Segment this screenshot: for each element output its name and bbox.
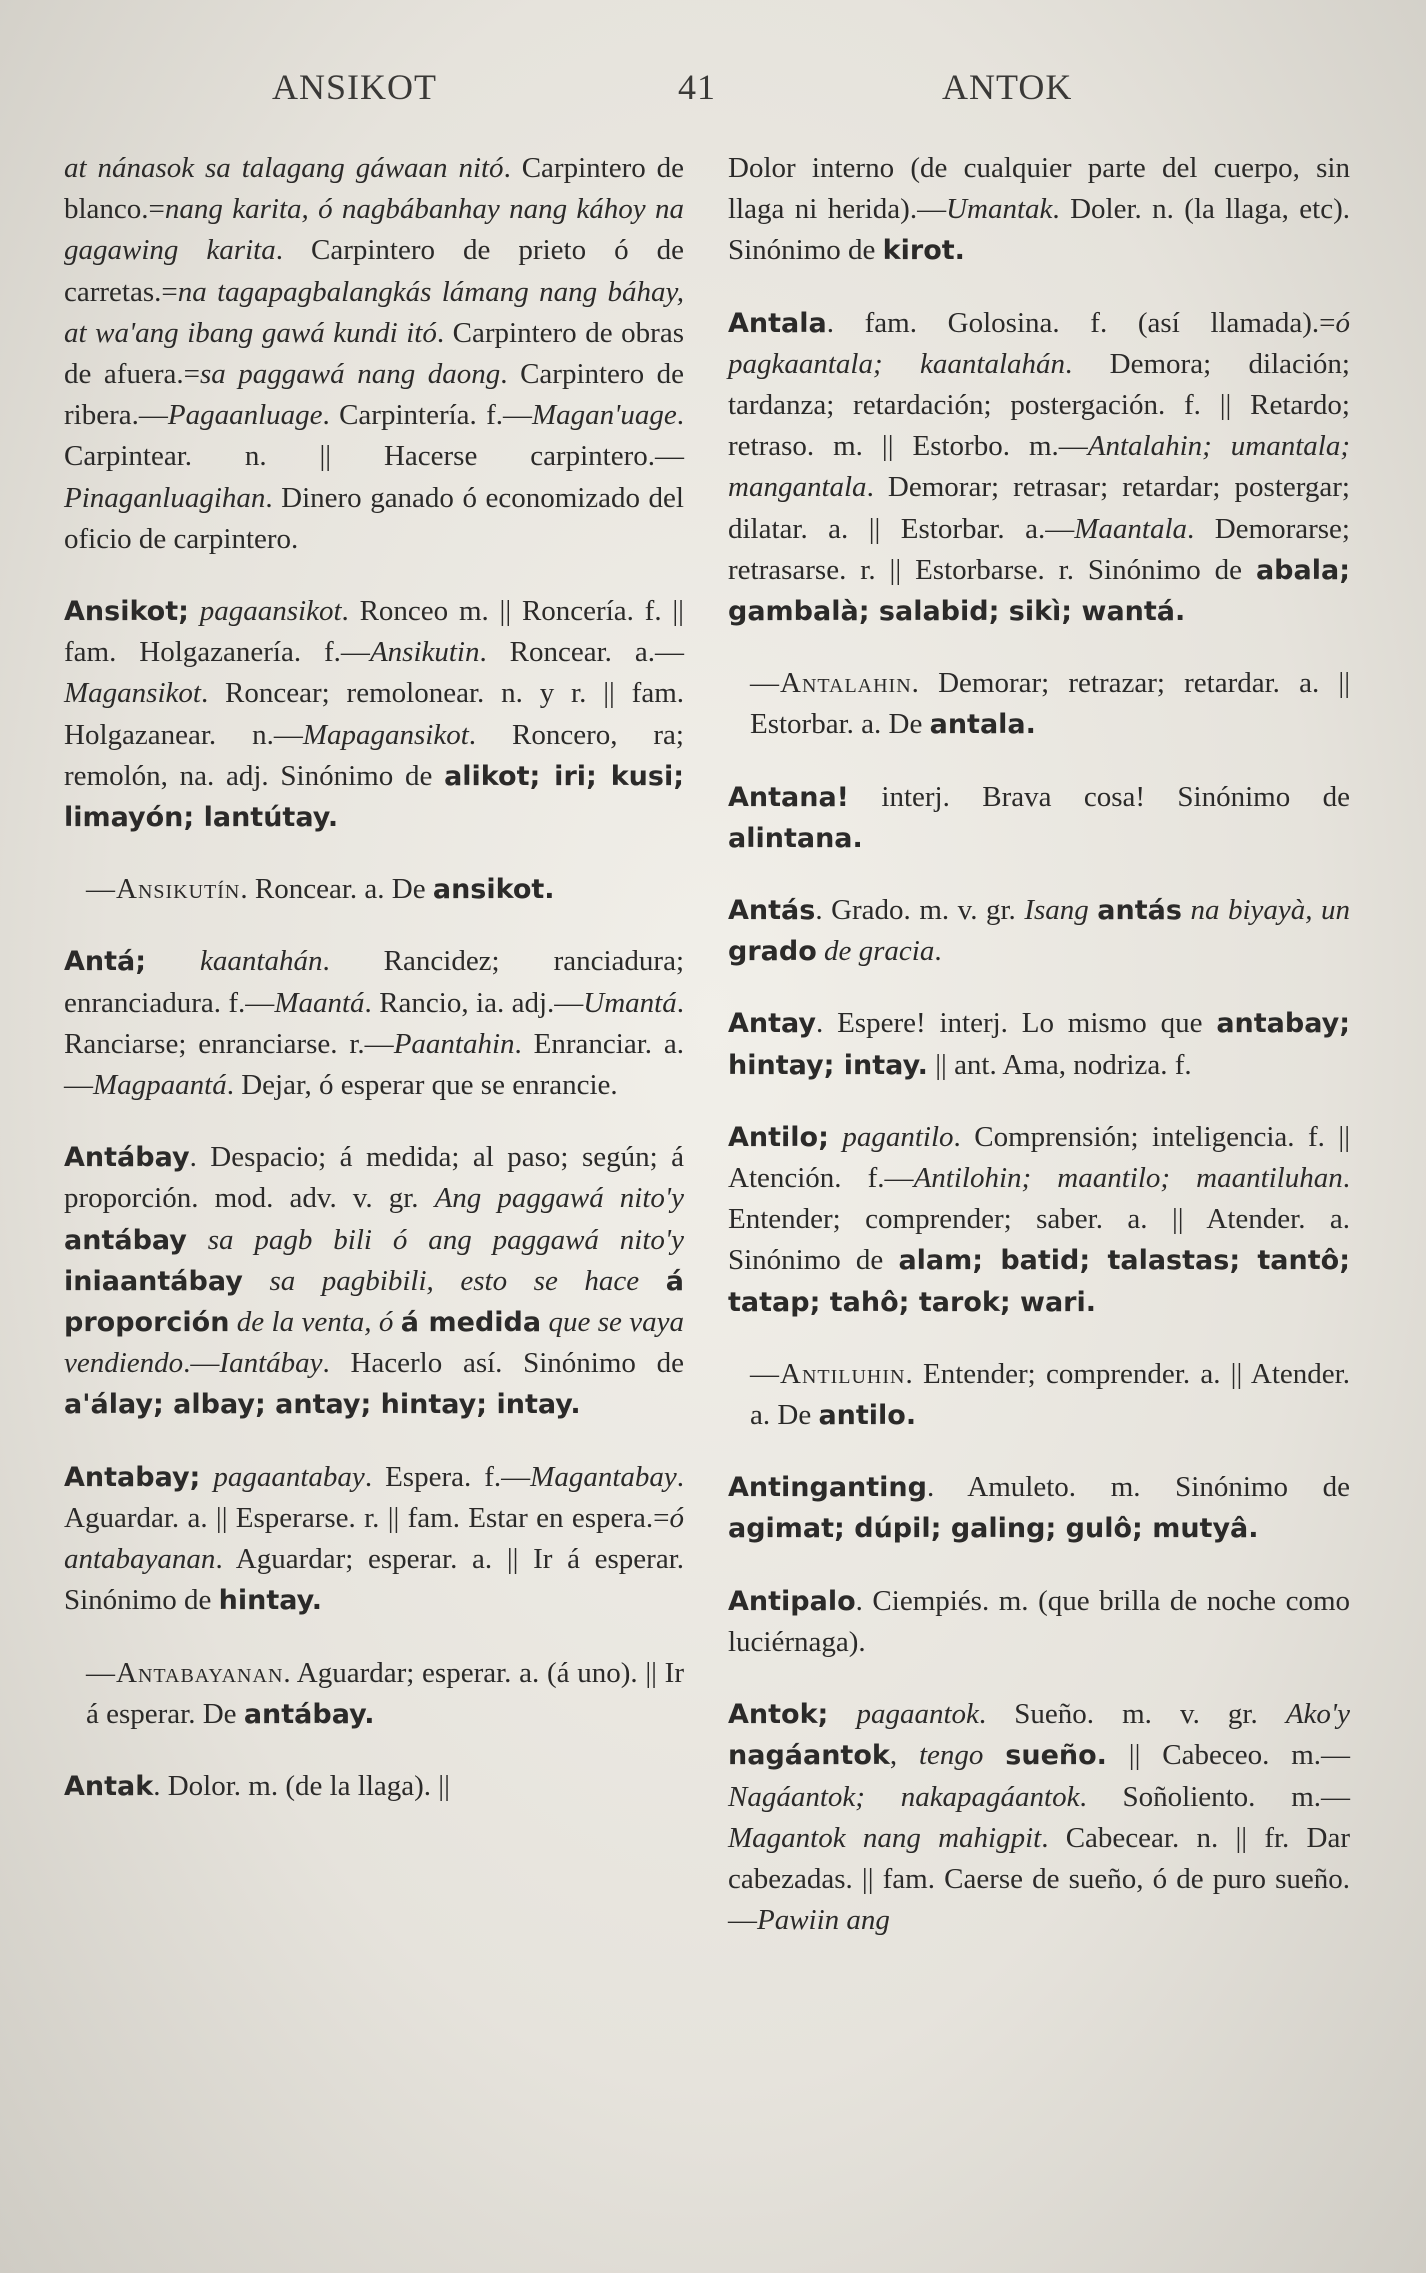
- definition-text: . Doler. n. (la llaga, etc). Sinónimo de: [728, 193, 1350, 267]
- sub-entry: [64, 869, 684, 910]
- tagalog-form: pagaantabay: [213, 1460, 365, 1493]
- definition-text: [639, 1265, 666, 1297]
- headword-or-synonym: Antábay: [64, 1142, 190, 1174]
- definition-text: [829, 1121, 842, 1153]
- dictionary-entry: [64, 1766, 684, 1807]
- headword-or-synonym: alam; batid; talastas; tantô; tatap; tahô; tarok; wari.: [728, 1245, 1350, 1318]
- derived-headword: —Antalahin: [750, 667, 912, 700]
- definition-text: [187, 1224, 208, 1256]
- definition-text: . Rancio, ia. adj.—: [364, 986, 584, 1019]
- headword-or-synonym: antala.: [929, 709, 1036, 741]
- definition-text: . Entender; comprender. a. || Atender. a. De: [750, 1357, 1350, 1432]
- tagalog-form: na biyayà, un: [1190, 894, 1351, 927]
- definition-text: . Aguardar; esperar. a. || Ir á esperar. Sinónimo de: [64, 1543, 684, 1617]
- tagalog-form: tengo: [918, 1739, 984, 1772]
- definition-text: interj. Brava cosa! Sinónimo de: [849, 780, 1350, 813]
- headword-or-synonym: Antá;: [64, 946, 147, 978]
- definition-text: [200, 1461, 213, 1493]
- definition-text: . Roncear. a. De: [240, 873, 433, 906]
- headword-or-synonym: hintay.: [218, 1585, 323, 1617]
- tagalog-form: sa pagb bili ó ang paggawá nito'y: [207, 1223, 684, 1256]
- definition-text: . Demorar; retrazar; retardar. a. || Estorbar. a. De: [750, 667, 1350, 741]
- continued-entry: [64, 148, 684, 560]
- headword-or-synonym: antás: [1097, 895, 1182, 927]
- definition-text: . Demorar; retrasar; retardar; postergar; dilatar. a. || Estorbar. a.—: [728, 471, 1350, 545]
- derived-headword: —Antabayanan: [86, 1656, 284, 1689]
- derived-headword: —Antiluhin: [750, 1357, 906, 1390]
- definition-text: . Grado. m. v. gr.: [815, 894, 1025, 927]
- entry-list: [64, 591, 684, 1807]
- definition-text: [189, 595, 200, 627]
- tagalog-form: kaantahán: [200, 945, 323, 978]
- definition-text: . Comprensión; inteligencia. f. || Atención. f.—: [728, 1120, 1351, 1195]
- headword-or-synonym: sueño.: [1005, 1740, 1107, 1772]
- headword-or-synonym: kirot.: [882, 235, 965, 267]
- definition-text: . Enranciar. a.—: [64, 1027, 684, 1102]
- definition-text: [828, 1698, 856, 1730]
- tagalog-form: Paantahin: [393, 1027, 515, 1060]
- right-column: [728, 148, 1350, 1972]
- entry-text: [728, 148, 1350, 272]
- definition-text: . Carpintero de ribera.—: [64, 358, 685, 432]
- definition-text: . Aguardar; esperar. a. (á uno). || Ir á esperar. De: [86, 1656, 684, 1730]
- tagalog-form: Ang paggawá nito'y: [434, 1182, 684, 1215]
- tagalog-form: Maantala: [1074, 512, 1188, 545]
- definition-text: . fam. Golosina. f. (así llamada).=: [826, 306, 1336, 339]
- definition-text: . Amuleto. m. Sinónimo de: [926, 1471, 1350, 1504]
- entry-text: [86, 1653, 684, 1735]
- definition-text: [229, 1306, 236, 1338]
- entry-text: [750, 663, 1350, 745]
- definition-text: . Hacerlo así. Sinónimo de: [322, 1347, 684, 1380]
- derived-headword: —Ansikutín: [86, 873, 241, 906]
- definition-text: . Ranciarse; enranciarse. r.—: [64, 986, 684, 1060]
- headword-or-synonym: Antana!: [728, 781, 849, 813]
- tagalog-form: at nánasok sa talagang gáwaan nitó: [64, 152, 504, 184]
- sub-entry: [64, 1653, 684, 1735]
- headword-or-synonym: antábay: [64, 1224, 187, 1256]
- definition-text: || ant. Ama, nodriza. f.: [927, 1048, 1192, 1081]
- dictionary-entry: [64, 591, 684, 838]
- definition-text: [393, 1306, 400, 1338]
- tagalog-form: ó antabayanan: [64, 1501, 684, 1576]
- definition-text: . Dejar, ó esperar que se enrancie.: [226, 1069, 618, 1102]
- dictionary-entry: [728, 890, 1350, 972]
- definition-text: ,: [889, 1739, 919, 1772]
- headword-or-synonym: alintana.: [728, 822, 863, 854]
- headword-or-synonym: ansikot.: [432, 874, 555, 906]
- headword-or-synonym: a'álay; albay; antay; hintay; intay.: [64, 1389, 581, 1421]
- entry-text: [728, 1581, 1350, 1663]
- headword-or-synonym: antilo.: [818, 1400, 917, 1432]
- dictionary-entry: [728, 303, 1350, 633]
- definition-text: . Carpintería. f.—: [322, 399, 533, 432]
- headword-or-synonym: agimat; dúpil; galing; gulô; mutyâ.: [728, 1513, 1259, 1545]
- definition-text: Dolor interno (de cualquier parte del cuerpo, sin llaga ni herida).—: [728, 152, 1350, 226]
- definition-text: . Aguardar. a. || Esperarse. r. || fam. Estar en espera.=: [64, 1460, 684, 1534]
- definition-text: .: [934, 935, 942, 968]
- tagalog-form: Isang: [1024, 894, 1089, 927]
- headword-or-synonym: Antabay;: [64, 1461, 201, 1493]
- headword-or-synonym: Antipalo: [728, 1585, 856, 1617]
- header-last-headword: ANTOK: [942, 67, 1073, 107]
- tagalog-form: Mapagansikot: [302, 718, 469, 751]
- sub-entry: [728, 1354, 1350, 1436]
- dictionary-entry: [728, 1694, 1350, 1941]
- dictionary-entry: [64, 1137, 684, 1425]
- headword-or-synonym: á proporción: [64, 1265, 684, 1339]
- tagalog-form: Nagáantok; nakapagáantok: [728, 1780, 1080, 1813]
- tagalog-form: pagaansikot: [199, 595, 342, 628]
- entry-text: [64, 591, 684, 838]
- tagalog-form: Iantábay: [219, 1347, 323, 1380]
- entry-text: [728, 777, 1350, 859]
- tagalog-form: Umantá: [583, 986, 677, 1019]
- tagalog-form: sa pagbibili, esto se hace: [269, 1264, 640, 1297]
- dictionary-entry: [728, 1581, 1350, 1663]
- tagalog-form: Magantok nang mahigpit: [728, 1821, 1042, 1854]
- tagalog-form: de gracia: [824, 935, 935, 968]
- entry-text: [728, 1003, 1350, 1085]
- entry-text: [86, 869, 684, 910]
- headword-or-synonym: alikot; iri; kusi; limayón; lantútay.: [64, 760, 684, 834]
- entry-text: [728, 303, 1350, 633]
- entry-text: [728, 1467, 1350, 1549]
- tagalog-form: nang karita, ó nagbábanhay nang káhoy na gagawing karita: [64, 193, 684, 267]
- tagalog-form: Antalahin; umantala; mangantala: [728, 430, 1351, 504]
- entry-text: [728, 890, 1350, 972]
- definition-text: . Entender; comprender; saber. a. || Atender. a. Sinónimo de: [728, 1162, 1350, 1277]
- dictionary-entry: [728, 1467, 1350, 1549]
- definition-text: [243, 1265, 270, 1297]
- tagalog-form: que se vaya vendiendo: [64, 1306, 685, 1380]
- tagalog-form: Maantá: [274, 986, 365, 1019]
- headword-or-synonym: nagáantok: [728, 1740, 890, 1772]
- definition-text: . Sueño. m. v. gr.: [978, 1698, 1286, 1731]
- headword-or-synonym: Antak: [64, 1770, 154, 1802]
- tagalog-form: Magantabay: [530, 1460, 677, 1493]
- definition-text: . Roncero, ra; remolón, na. adj. Sinónimo de: [64, 718, 684, 792]
- tagalog-form: pagantilo: [842, 1120, 954, 1153]
- headword-or-synonym: grado: [728, 936, 817, 968]
- entry-text: [750, 1354, 1350, 1436]
- entry-text: [728, 1117, 1350, 1323]
- definition-text: . Rancidez; ranciadura; enranciadura. f.—: [64, 945, 684, 1019]
- tagalog-form: Ansikutin: [369, 636, 480, 669]
- headword-or-synonym: Antok;: [728, 1699, 829, 1731]
- definition-text: . Demorarse; retrasarse. r. || Estorbarse. r. Sinónimo de: [728, 512, 1350, 586]
- headword-or-synonym: iniaantábay: [64, 1265, 243, 1297]
- definition-text: || Cabeceo. m.—: [1106, 1739, 1351, 1772]
- tagalog-form: Magansikot: [64, 677, 201, 710]
- headword-or-synonym: antabay; hintay; intay.: [728, 1008, 1350, 1081]
- headword-or-synonym: Antay: [728, 1008, 817, 1040]
- tagalog-form: Umantak: [946, 193, 1053, 226]
- headword-or-synonym: á medida: [400, 1307, 542, 1339]
- entry-text: [64, 941, 684, 1106]
- definition-text: . Ciempiés. m. (que brilla de noche como luciérnaga).: [728, 1584, 1350, 1658]
- definition-text: . Roncear; remolonear. n. y r. || fam. Holgazanear. n.—: [64, 677, 684, 751]
- headword-or-synonym: Antás: [728, 895, 816, 927]
- tagalog-form: Magan'uage: [532, 399, 677, 432]
- tagalog-form: Antilohin; maantilo; maantiluhan: [913, 1162, 1343, 1195]
- definition-text: . Cabecear. n. || fr. Dar cabezadas. || fam. Caerse de sueño, ó de puro sueño.—: [728, 1821, 1350, 1937]
- dictionary-entry: [64, 941, 684, 1106]
- sub-entry: [728, 663, 1350, 745]
- entry-text: [64, 1137, 684, 1425]
- tagalog-form: sa paggawá nang daong: [199, 358, 501, 391]
- definition-text: . Espere! interj. Lo mismo que: [816, 1007, 1217, 1040]
- definition-text: . Soñoliento. m.—: [1079, 1780, 1350, 1813]
- entry-text: [64, 148, 684, 560]
- tagalog-form: pagaantok: [856, 1698, 979, 1731]
- headword-or-synonym: Antilo;: [728, 1121, 829, 1153]
- definition-text: . Carpintero de prieto ó de carretas.=: [64, 234, 684, 308]
- headword-or-synonym: Antinganting: [728, 1472, 927, 1504]
- tagalog-form: Ako'y: [1285, 1698, 1351, 1731]
- definition-text: [146, 945, 200, 977]
- entry-text: [728, 1694, 1350, 1941]
- header-first-headword: ANSIKOT: [272, 67, 437, 107]
- tagalog-form: na tagapagbalangkás lámang nang báhay, at wa'ang ibang gawá kundi itó: [64, 275, 684, 349]
- definition-text: . Despacio; á medida; al paso; según; á proporción. mod. adv. v. gr.: [64, 1141, 684, 1215]
- definition-text: .—: [183, 1347, 220, 1380]
- definition-text: [983, 1739, 1005, 1771]
- dictionary-entry: [728, 1117, 1350, 1323]
- headword-or-synonym: Antala: [728, 307, 827, 339]
- headword-or-synonym: antábay.: [243, 1698, 375, 1730]
- running-header: [0, 66, 1426, 116]
- tagalog-form: Pawiin ang: [757, 1904, 890, 1937]
- definition-text: . Demora; dilación; tardanza; retardación; postergación. f. || Retardo; retraso. m. || Estorbo. m.—: [728, 347, 1350, 463]
- entry-text: [64, 1766, 684, 1807]
- tagalog-form: Pinaganluagihan: [64, 481, 266, 514]
- left-column: [64, 148, 684, 1838]
- dictionary-entry: [64, 1457, 684, 1622]
- entry-list: [728, 148, 1350, 1941]
- headword-or-synonym: abala; gambalà; salabid; sikì; wantá.: [728, 554, 1350, 628]
- dictionary-entry: [728, 777, 1350, 859]
- definition-text: [817, 935, 824, 967]
- tagalog-form: de la venta, ó: [236, 1306, 394, 1339]
- definition-text: . Carpintero de blanco.=: [64, 152, 684, 226]
- dictionary-entry: [728, 1003, 1350, 1085]
- dictionary-entry: [728, 148, 1350, 272]
- definition-text: . Ronceo m. || Roncería. f. || fam. Holgazanería. f.—: [64, 595, 684, 669]
- definition-text: . Roncear. a.—: [479, 636, 684, 669]
- tagalog-form: ó pagkaantala; kaantalahán: [728, 306, 1350, 380]
- entry-text: [64, 1457, 684, 1622]
- definition-text: . Dolor. m. (de la llaga). ||: [153, 1769, 450, 1802]
- page-number: 41: [678, 67, 716, 107]
- definition-text: . Espera. f.—: [364, 1460, 531, 1493]
- tagalog-form: Magpaantá: [93, 1069, 227, 1102]
- tagalog-form: Pagaanluage: [167, 399, 323, 432]
- headword-or-synonym: Ansikot;: [64, 596, 189, 628]
- definition-text: . Carpintero de obras de afuera.=: [64, 316, 684, 391]
- definition-text: . Dinero ganado ó economizado del oficio de carpintero.: [64, 481, 684, 555]
- definition-text: . Carpintear. n. || Hacerse carpintero.—: [64, 399, 684, 473]
